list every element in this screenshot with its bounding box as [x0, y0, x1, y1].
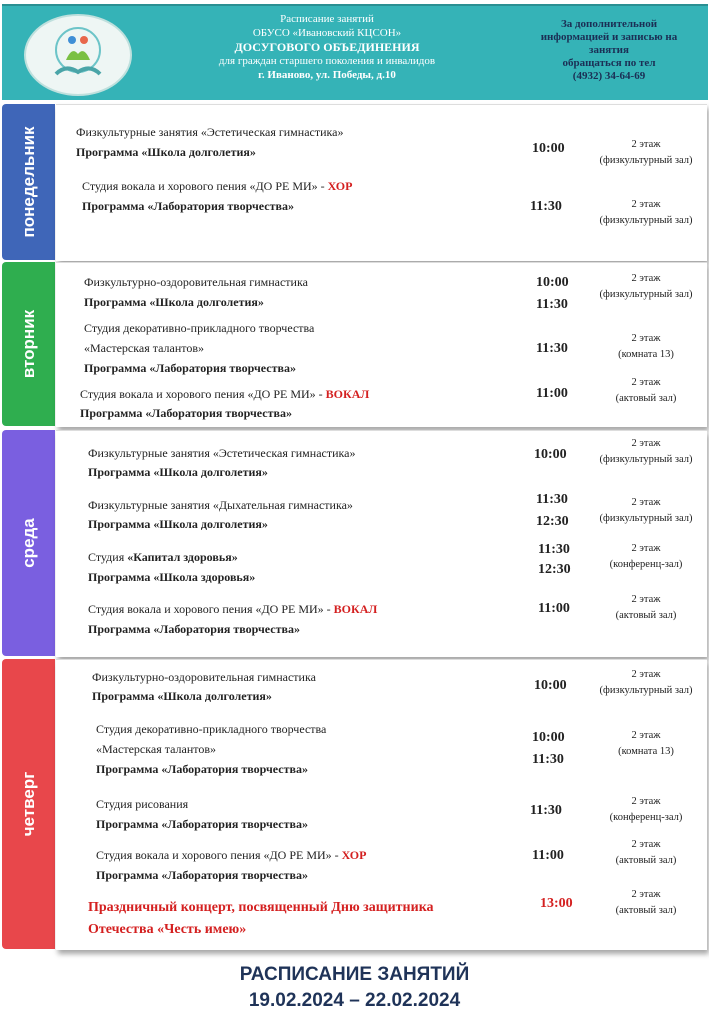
event-title: Физкультурно-оздоровительная гимнастика [92, 670, 316, 684]
event-program: Программа «Лаборатория творчества» [80, 406, 292, 420]
contact-info [524, 18, 694, 83]
day-tab-monday [2, 104, 55, 260]
event-location: 2 этаж (конференц-зал) [609, 543, 683, 570]
event-title-highlight: Праздничный концерт, посвященный Дню защитника [88, 900, 434, 915]
event-location: 2 этаж (актовый зал) [615, 889, 677, 916]
event-title: Студия декоративно-прикладного творчества [84, 321, 315, 335]
header-title-block [177, 12, 477, 82]
day-tab-thursday [2, 659, 55, 949]
event-title: Физкультурные занятия «Эстетическая гимнастика» [76, 125, 344, 139]
event-location: 2 этаж (актовый зал) [615, 377, 677, 404]
day-label-tuesday: вторник [18, 309, 38, 379]
event-program: Программа «Школа долголетия» [92, 689, 272, 703]
organization-logo [24, 14, 132, 96]
day-tab-tuesday [2, 262, 55, 426]
day-panel-monday [56, 104, 707, 261]
event-location: 2 этаж (физкультурный зал) [599, 199, 693, 226]
event-title: Физкультурные занятия «Эстетическая гимнастика» [88, 446, 356, 460]
event-program: Программа «Лаборатория творчества» [96, 868, 308, 882]
event-location: 2 этаж (конференц-зал) [609, 796, 683, 823]
event-title: Студия вокала и хорового пения «ДО РЕ МИ» - ХОР [96, 848, 367, 862]
event-time: 11:30 [530, 803, 562, 818]
event-title: Студия рисования [96, 797, 189, 811]
event-time: 11:30 [538, 542, 570, 557]
event-program: Программа «Школа долголетия» [84, 295, 264, 309]
event-program: Программа «Лаборатория творчества» [96, 762, 308, 776]
event-program: Программа «Школа здоровья» [88, 570, 256, 584]
event-time: 11:30 [532, 752, 564, 767]
event-location: 2 этаж (комната 13) [618, 730, 674, 757]
event-title: Студия декоративно-прикладного творчества [96, 722, 327, 736]
event-time: 10:00 [534, 678, 567, 693]
event-location: 2 этаж (физкультурный зал) [599, 497, 693, 524]
header-line-2: ОБУСО «Ивановский КЦСОН» [252, 27, 402, 39]
event-time: 13:00 [540, 896, 573, 911]
day-label-thursday: четверг [18, 771, 38, 837]
contact-line-2: информацией и записью на [540, 31, 678, 43]
footer-dates: 19.02.2024 – 22.02.2024 [248, 990, 461, 1011]
header-line-4: для граждан старшего поколения и инвалидов [218, 55, 436, 67]
event-title: Студия «Капитал здоровья» [88, 550, 238, 564]
event-time: 11:30 [530, 199, 562, 214]
event-time: 11:00 [538, 601, 570, 616]
schedule-footer [0, 962, 709, 1014]
event-title: Студия вокала и хорового пения «ДО РЕ МИ» - ХОР [82, 179, 353, 193]
day-tab-wednesday [2, 430, 55, 656]
event-time: 11:00 [532, 848, 564, 863]
header-line-1: Расписание занятий [280, 13, 374, 25]
event-time: 10:00 [534, 447, 567, 462]
event-title: Студия вокала и хорового пения «ДО РЕ МИ» - ВОКАЛ [80, 387, 370, 401]
contact-phone: (4932) 34-64-69 [572, 70, 646, 82]
event-program: Программа «Лаборатория творчества» [88, 622, 300, 636]
event-program: Программа «Школа долголетия» [88, 465, 268, 479]
event-location: 2 этаж (физкультурный зал) [599, 438, 693, 465]
day-label-wednesday: среда [18, 518, 38, 568]
event-program: Программа «Лаборатория творчества» [82, 199, 294, 213]
event-time: 11:30 [536, 297, 568, 312]
contact-line-4: обращаться по тел [562, 57, 656, 69]
event-location: 2 этаж (физкультурный зал) [599, 139, 693, 166]
footer-title: РАСПИСАНИЕ ЗАНЯТИЙ [239, 964, 470, 985]
event-time: 11:30 [536, 492, 568, 507]
event-title-highlight: Отечества «Честь имею» [88, 922, 247, 937]
event-location: 2 этаж (актовый зал) [615, 594, 677, 621]
contact-line-1: За дополнительной [560, 18, 658, 30]
event-time: 11:00 [536, 386, 568, 401]
header-banner [2, 4, 708, 100]
event-subtitle: «Мастерская талантов» [84, 341, 205, 355]
day-label-monday: понедельник [18, 126, 38, 238]
event-program: Программа «Школа долголетия» [76, 145, 256, 159]
event-time: 12:30 [536, 514, 569, 529]
event-location: 2 этаж (комната 13) [618, 333, 674, 360]
event-time: 12:30 [538, 562, 571, 577]
event-location: 2 этаж (физкультурный зал) [599, 273, 693, 300]
event-time: 10:00 [536, 275, 569, 290]
header-address: г. Иваново, ул. Победы, д.10 [258, 69, 396, 81]
event-title: Студия вокала и хорового пения «ДО РЕ МИ» - ВОКАЛ [88, 602, 378, 616]
header-line-3: ДОСУГОВОГО ОБЪЕДИНЕНИЯ [234, 40, 420, 54]
event-title: Физкультурно-оздоровительная гимнастика [84, 275, 308, 289]
contact-line-3: занятия [589, 44, 629, 56]
event-program: Программа «Лаборатория творчества» [84, 361, 296, 375]
day-panel-wednesday [56, 430, 707, 657]
day-panel-thursday [56, 659, 707, 950]
event-title: Физкультурные занятия «Дыхательная гимнастика» [88, 498, 353, 512]
event-location: 2 этаж (физкультурный зал) [599, 669, 693, 696]
event-time: 10:00 [532, 730, 565, 745]
event-subtitle: «Мастерская талантов» [96, 742, 217, 756]
event-program: Программа «Лаборатория творчества» [96, 817, 308, 831]
event-location: 2 этаж (актовый зал) [615, 839, 677, 866]
event-program: Программа «Школа долголетия» [88, 517, 268, 531]
event-time: 11:30 [536, 341, 568, 356]
event-time: 10:00 [532, 141, 565, 156]
day-panel-tuesday [56, 262, 707, 427]
